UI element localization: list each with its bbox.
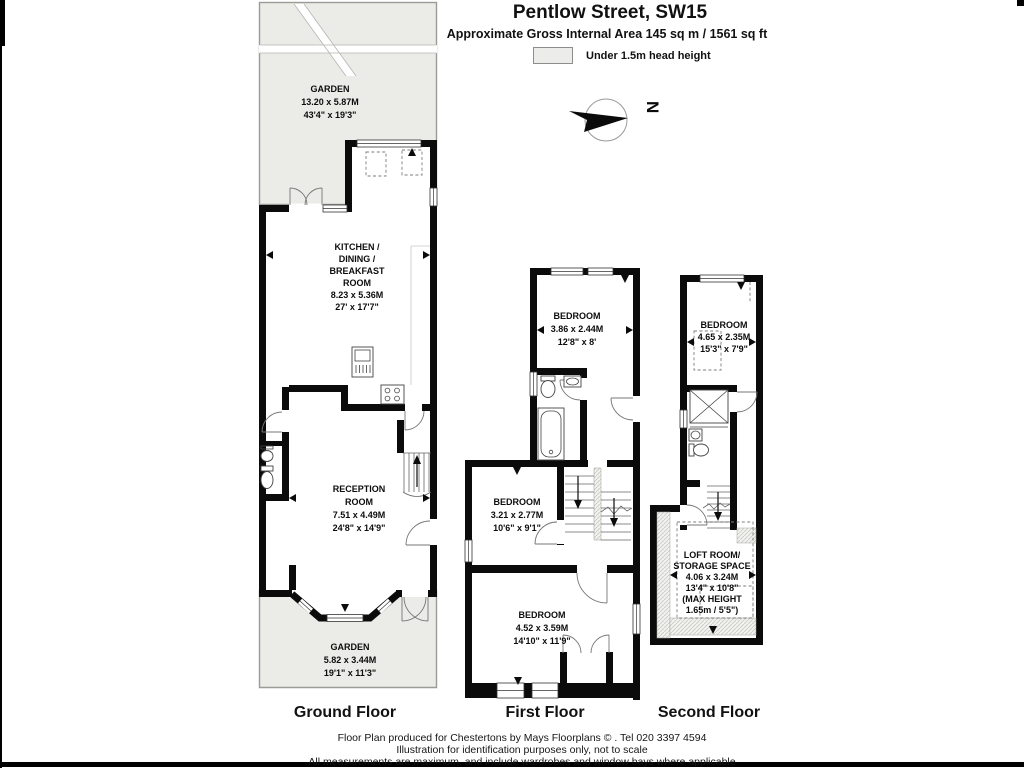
room-dim-metric: 13.20 x 5.87M <box>301 97 359 107</box>
room-dim-imperial: 10'6" x 9'1" <box>493 523 541 533</box>
toilet-icon <box>261 472 273 489</box>
room-dim-metric: 8.23 x 5.36M <box>330 290 384 300</box>
second-floor-label: Second Floor <box>657 704 761 721</box>
under-height-swatch <box>533 47 573 64</box>
room-name: ROOM <box>344 497 373 507</box>
bedroom-middle-label <box>491 496 544 535</box>
compass-north-label: N <box>643 101 662 114</box>
room-name: BEDROOM <box>518 610 566 620</box>
room-dim-imperial: 12'8" x 8' <box>557 337 597 347</box>
kitchen-label <box>329 241 384 313</box>
bedroom-second-label <box>698 319 751 355</box>
room-dim-imperial: 14'10" x 11'9" <box>513 636 571 646</box>
room-name: GARDEN <box>330 642 370 652</box>
shower-room-fixtures <box>689 390 728 456</box>
room-dim-imperial: 43'4" x 19'3" <box>303 110 357 120</box>
room-name: KITCHEN / <box>334 242 380 252</box>
room-dim-metric: 4.06 x 3.24M <box>685 572 739 582</box>
loft-room-label <box>673 550 750 616</box>
room-dim-imperial: 19'1" x 11'3" <box>323 668 377 678</box>
room-max-height: 1.65m / 5'5") <box>685 605 739 615</box>
legend <box>533 47 711 64</box>
room-name: LOFT ROOM/ <box>683 550 741 560</box>
toilet-icon <box>541 381 555 398</box>
ground-floor-label: Ground Floor <box>293 704 397 721</box>
room-dim-metric: 3.86 x 2.44M <box>550 324 604 334</box>
toilet-icon <box>694 444 709 456</box>
room-dim-imperial: 24'8" x 14'9" <box>332 523 386 533</box>
page-title: Pentlow Street, SW15 <box>512 2 708 23</box>
kitchen-sink-icon <box>352 347 373 377</box>
wc-fixtures <box>261 446 273 489</box>
room-name: RECEPTION <box>332 484 386 494</box>
bathroom-fixtures <box>538 376 581 460</box>
room-dim-metric: 3.21 x 2.77M <box>490 510 544 520</box>
room-dim-metric: 5.82 x 3.44M <box>323 655 377 665</box>
french-door-opening <box>289 204 323 214</box>
room-name: ROOM <box>342 278 371 288</box>
room-name: STORAGE SPACE <box>673 561 751 571</box>
first-stairs <box>565 468 632 540</box>
basin-icon <box>261 451 273 462</box>
bedroom-front-label <box>513 609 570 648</box>
room-dim-metric: 7.51 x 4.49M <box>332 510 386 520</box>
room-name: BREAKFAST <box>329 266 385 276</box>
room-name: GARDEN <box>310 84 350 94</box>
room-dim-imperial: 27' x 17'7" <box>335 302 379 312</box>
room-name: BEDROOM <box>700 320 748 330</box>
footer-line: Floor Plan produced for Chestertons by Mays Floorplans © . Tel 020 3397 4594 <box>337 732 707 744</box>
room-name: BEDROOM <box>493 497 541 507</box>
garden-rear-label <box>301 83 359 122</box>
footer <box>308 732 735 768</box>
reception-label <box>333 483 386 535</box>
room-dim-imperial: 15'3" x 7'9" <box>700 344 748 354</box>
page-subtitle: Approximate Gross Internal Area 145 sq m / 1561 sq ft <box>446 27 768 41</box>
legend-label: Under 1.5m head height <box>586 49 711 62</box>
compass-icon <box>569 99 662 141</box>
first-floor-label: First Floor <box>505 704 585 721</box>
room-dim-metric: 4.65 x 2.35M <box>697 332 751 342</box>
hob-icon <box>381 385 404 404</box>
footer-line: All measurements are maximum, and include wardrobes and window bays where applicable <box>308 756 736 768</box>
room-max-height: (MAX HEIGHT <box>682 594 742 604</box>
garden-front-label <box>324 641 377 680</box>
room-dim-imperial: 13'4" x 10'8" <box>685 583 739 593</box>
room-dim-metric: 4.52 x 3.59M <box>515 623 569 633</box>
room-name: BEDROOM <box>553 311 601 321</box>
bedroom-rear-label <box>551 310 604 349</box>
room-name: DINING / <box>338 254 376 264</box>
footer-line: Illustration for identification purposes only, not to scale <box>396 744 648 757</box>
second-stairs <box>703 486 730 528</box>
